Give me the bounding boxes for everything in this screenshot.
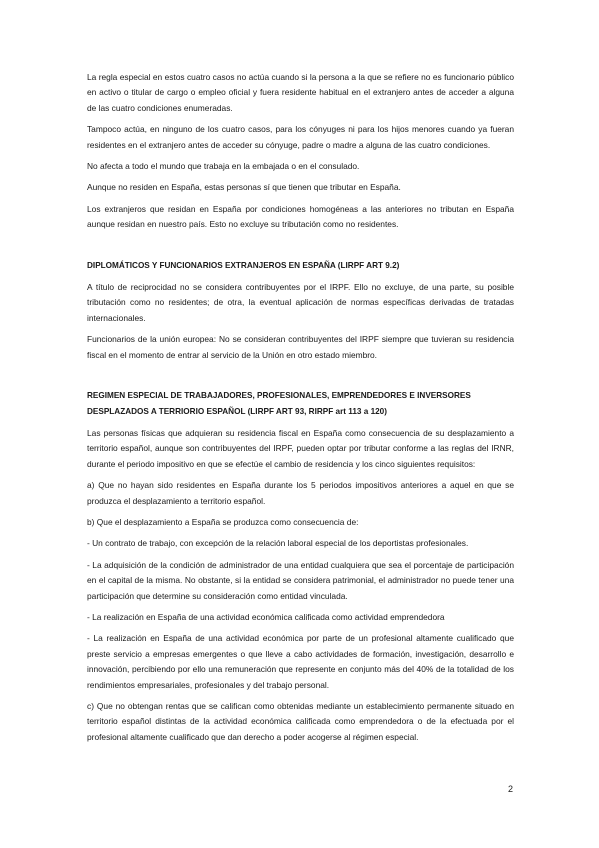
list-item: a) Que no hayan sido residentes en España durante los 5 periodos impositivos anteriores a aquel en que se produzca el desplazamiento a territorio español. (87, 480, 514, 506)
list-item: b) Que el desplazamiento a España se produzca como consecuencia de: (87, 516, 359, 527)
section-heading-regimen-especial: REGIMEN ESPECIAL DE TRABAJADORES, PROFESIONALES, EMPRENDEDORES E INVERSORES DESPLAZADOS A TERRIORIO ESPAÑOL (LIRPF ART 93, RIRPF art 113 a 120) (87, 391, 471, 416)
document-body (87, 70, 514, 745)
body-paragraph: Los extranjeros que residan en España por condiciones homogéneas a las anteriores no tributan en España aunque residan en nuestro país. Esto no excluye su tributación como no residentes. (87, 203, 514, 230)
body-paragraph: A título de reciprocidad no se considera contribuyentes por el IRPF. Ello no excluye, de una parte, su posible tributación como no residentes; de otra, la eventual aplicación de normas específicas derivadas de tratadas internacionales. (87, 282, 514, 323)
list-item: - La realización en España de una actividad económica por parte de un profesional altamente cualificado que preste servicio a empresas emergentes o que lleve a cabo actividades de formación, investigación, desarrollo e innovación, percibiendo por ello una remuneración que represente en conjunto más del 40% de la totalidad de los rendimientos empresariales, profesionales y del trabajo personal. (87, 633, 514, 690)
list-item: - La realización en España de una actividad económica calificada como actividad emprendedora (87, 611, 445, 622)
body-paragraph: Tampoco actúa, en ninguno de los cuatro casos, para los cónyuges ni para los hijos menores cuando ya fueran residentes en el extranjero antes de acceder su cónyuge, padre o madre a alguna de las cuatro condiciones. (87, 124, 514, 150)
body-paragraph: Las personas físicas que adquieran su residencia fiscal en España como consecuencia de su desplazamiento a territorio español, aunque son contribuyentes del IRPF, pueden optar por tributar conforme a las reglas del IRNR, durante el periodo impositivo en que se efectúe el cambio de residencia y los cinco siguientes requisitos: (87, 427, 514, 469)
body-paragraph: La regla especial en estos cuatro casos no actúa cuando si la persona a la que se refiere no es funcionario público en activo o titular de cargo o empleo oficial y fuera residente habitual en el extranjero antes de acceder a alguna de las cuatro condiciones enumeradas. (87, 72, 514, 113)
list-item: - Un contrato de trabajo, con excepción de la relación laboral especial de los deportistas profesionales. (87, 538, 469, 549)
page-number: 2 (508, 784, 514, 794)
list-item: c) Que no obtengan rentas que se califican como obtenidas mediante un establecimiento permanente situado en territorio español distintas de la actividad económica calificada como emprendedora o de la efectuada por el profesional altamente cualificado que dan derecho a poder acogerse al régimen especial. (87, 701, 514, 742)
body-paragraph: Funcionarios de la unión europea: No se consideran contribuyentes del IRPF siempre que tuvieran su residencia fiscal en el momento de entrar al servicio de la Unión en otro estado miembro. (87, 334, 514, 360)
list-item: - La adquisición de la condición de administrador de una entidad cualquiera que sea el porcentaje de participación en el capital de la misma. No obstante, si la entidad se considera patrimonial, el administrador no puede tener una participación que determine su consideración como entidad vinculada. (87, 559, 514, 601)
body-paragraph: Aunque no residen en España, estas personas sí que tienen que tributar en España. (87, 182, 401, 193)
section-heading-diplomaticos: DIPLOMÁTICOS Y FUNCIONARIOS EXTRANJEROS EN ESPAÑA (LIRPF ART 9.2) (87, 260, 400, 270)
body-paragraph: No afecta a todo el mundo que trabaja en la embajada o en el consulado. (87, 161, 360, 172)
